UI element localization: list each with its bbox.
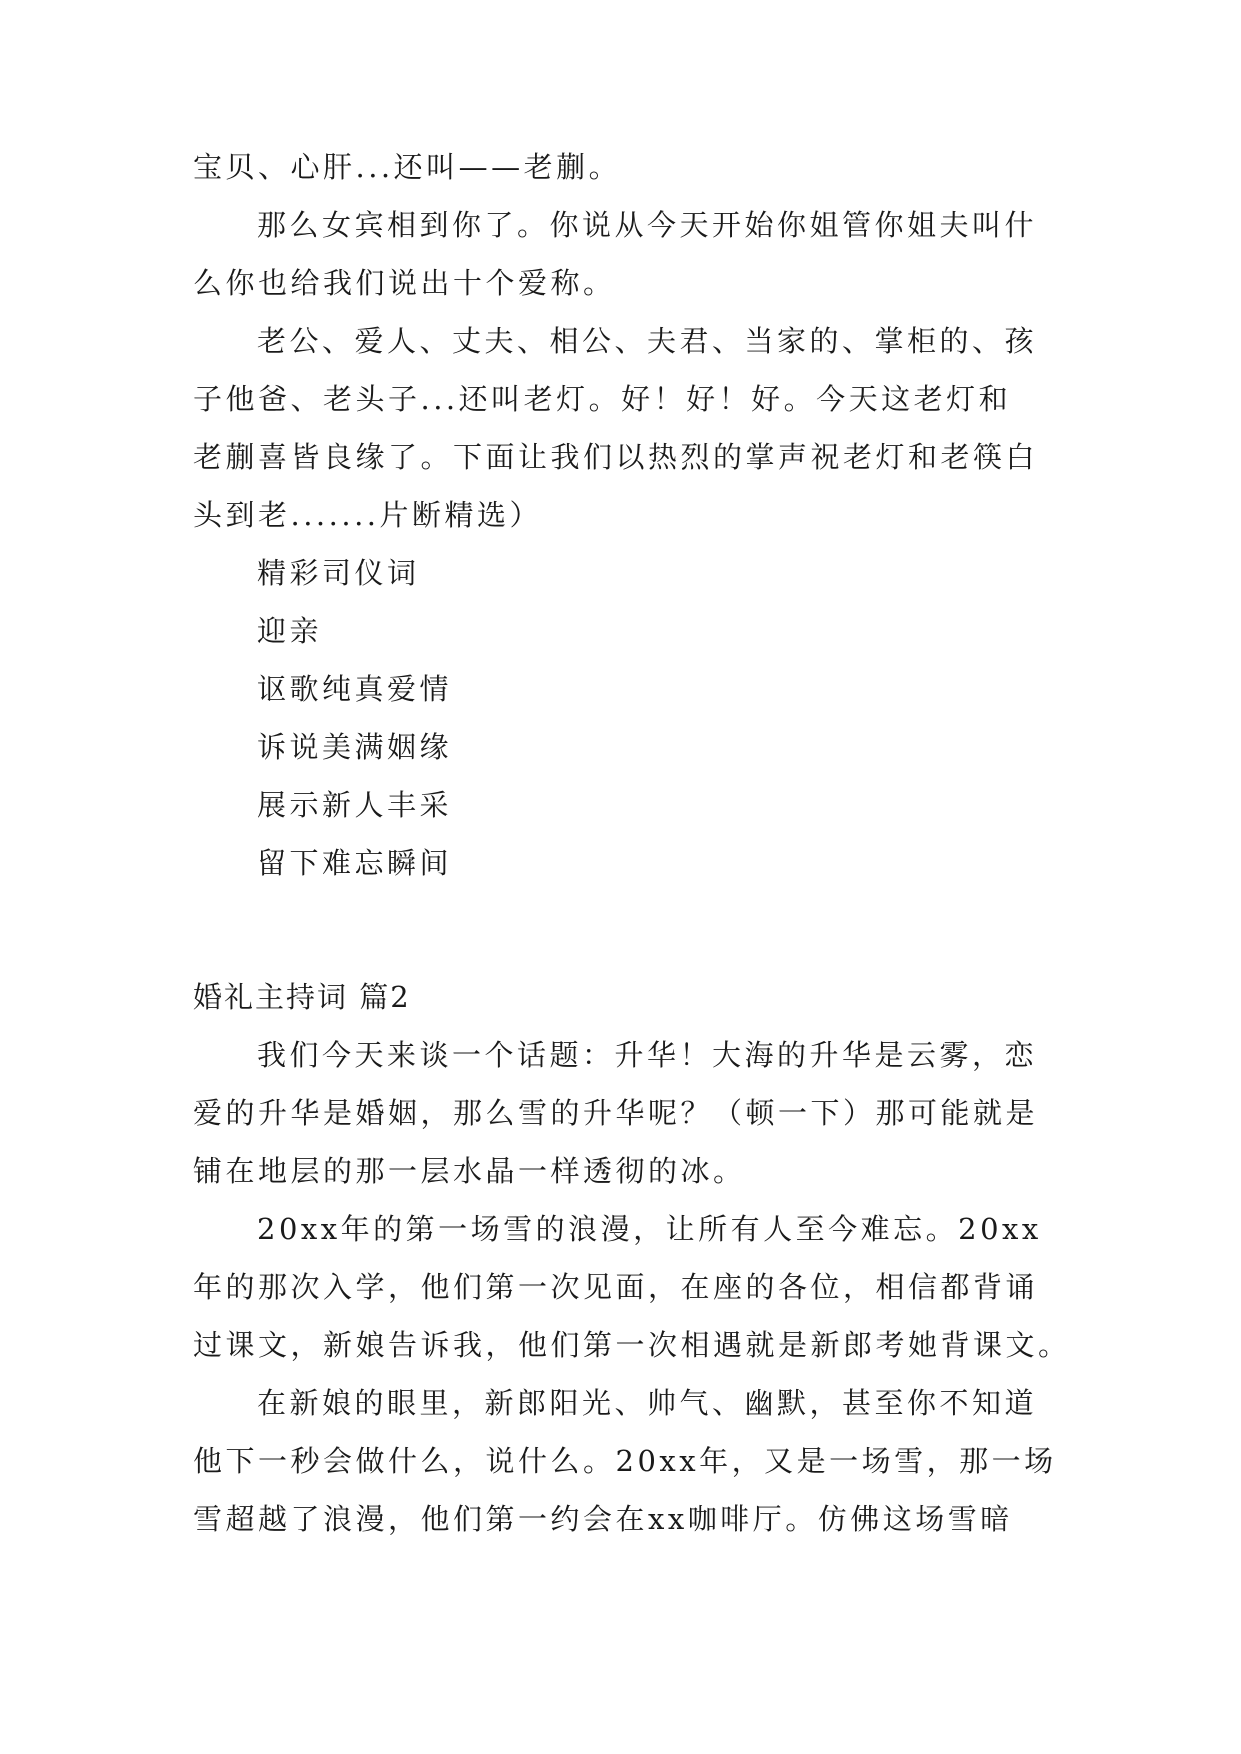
paragraph-line: 年的那次入学，他们第一次见面，在座的各位，相信都背诵 bbox=[193, 1270, 1039, 1304]
section-heading: 婚礼主持词 篇2 bbox=[193, 980, 411, 1014]
paragraph-line: 宝贝、心肝...还叫——老蒯。 bbox=[193, 150, 622, 184]
paragraph-line: 老蒯喜皆良缘了。下面让我们以热烈的掌声祝老灯和老筷白 bbox=[193, 440, 1039, 474]
paragraph-line: 他下一秒会做什么，说什么。20xx年，又是一场雪，那一场 bbox=[193, 1444, 1057, 1478]
paragraph-line: 子他爸、老头子...还叫老灯。好！好！好。今天这老灯和 bbox=[193, 382, 1012, 416]
paragraph-line: 在新娘的眼里，新郎阳光、帅气、幽默，甚至你不知道 bbox=[257, 1386, 1038, 1420]
paragraph-line: 我们今天来谈一个话题：升华！大海的升华是云雾，恋 bbox=[257, 1038, 1038, 1072]
list-item: 精彩司仪词 bbox=[257, 556, 420, 590]
paragraph-line: 雪超越了浪漫，他们第一约会在xx咖啡厅。仿佛这场雪暗 bbox=[193, 1502, 1013, 1536]
paragraph-line: 过课文，新娘告诉我，他们第一次相遇就是新郎考她背课文。 bbox=[193, 1328, 1071, 1362]
list-item: 留下难忘瞬间 bbox=[257, 846, 453, 880]
paragraph-line: 头到老.......片断精选） bbox=[193, 498, 543, 532]
paragraph-line: 老公、爱人、丈夫、相公、夫君、当家的、掌柜的、孩 bbox=[257, 324, 1038, 358]
list-item: 讴歌纯真爱情 bbox=[257, 672, 453, 706]
section-2 bbox=[193, 968, 1071, 1548]
list-item: 展示新人丰采 bbox=[257, 788, 453, 822]
paragraph-line: 20xx年的第一场雪的浪漫，让所有人至今难忘。20xx bbox=[257, 1212, 1042, 1246]
paragraph-line: 么你也给我们说出十个爱称。 bbox=[193, 266, 616, 300]
paragraph-line: 那么女宾相到你了。你说从今天开始你姐管你姐夫叫什 bbox=[257, 208, 1038, 242]
list-item: 诉说美满姻缘 bbox=[257, 730, 453, 764]
section-1 bbox=[193, 138, 1053, 892]
paragraph-line: 爱的升华是婚姻，那么雪的升华呢？（顿一下）那可能就是 bbox=[193, 1096, 1039, 1130]
list-item: 迎亲 bbox=[257, 614, 323, 648]
paragraph-line: 铺在地层的那一层水晶一样透彻的冰。 bbox=[193, 1154, 746, 1188]
